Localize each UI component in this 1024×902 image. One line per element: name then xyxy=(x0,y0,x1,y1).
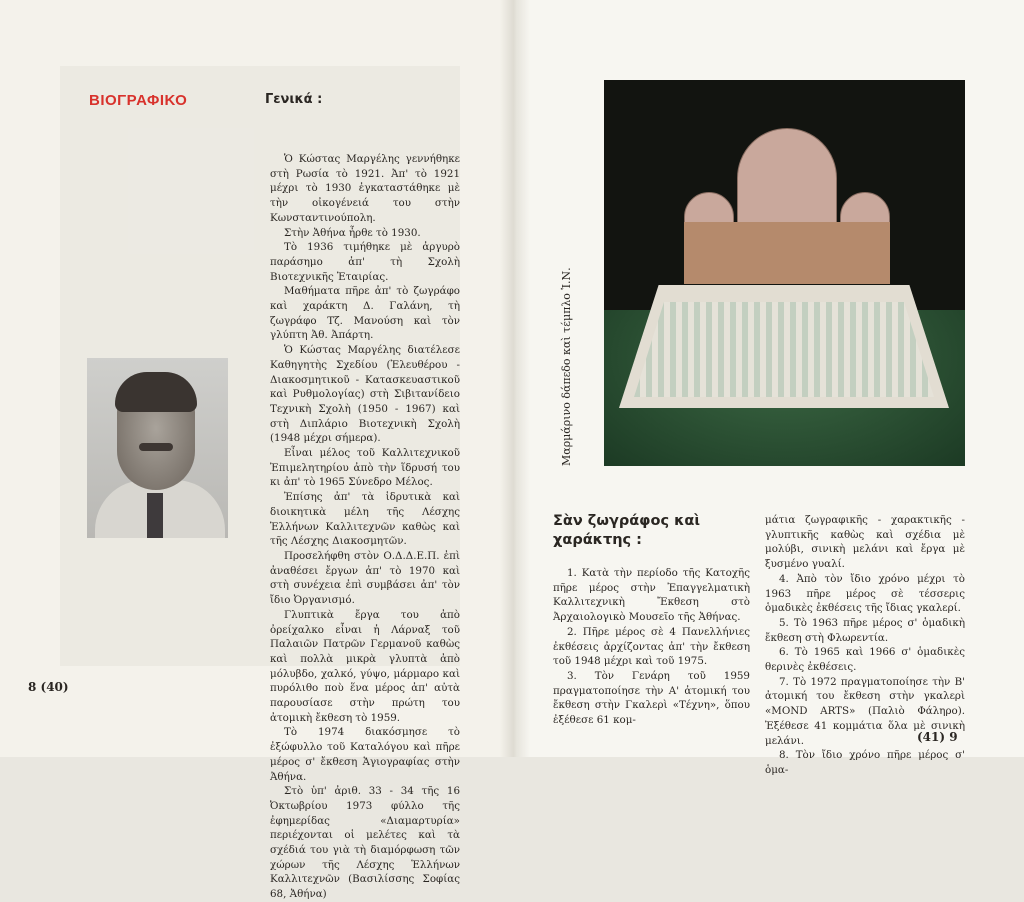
paragraph: Ὁ Κώστας Μαργέλης διατέλεσε Καθηγητὴς Σχεδίου (Ἐλευθέρου - Διακοσμητικοῦ - Κατασκευαστικοῦ καὶ Ρυθμολογίας) στὴ Σιβιτανίδειο Τεχνικὴ Σχολὴ (1950 - 1967) καὶ στὴ Διπλάριο Βιοτεχνικὴ Σχολὴ (1948 μέχρι σήμερα). xyxy=(270,344,460,445)
paragraph: Ἐπίσης ἀπ' τὰ ἱδρυτικὰ καὶ διοικητικὰ μέλη τῆς Λέσχης Ἑλλήνων Καλλιτεχνῶν καθὼς καὶ τῆς Λέσχης Διακοσμητῶν. xyxy=(270,491,460,548)
text-column-1 xyxy=(553,566,750,728)
marble-floor-photo xyxy=(604,80,965,466)
section-heading: Σὰν ζωγράφος καὶ χαράκτης : xyxy=(553,513,701,548)
list-item: 7. Τὸ 1972 πραγματοποίησε τὴν Β' ἀτομική του ἔκθεση στὴν γκαλερὶ «MOND ARTS» (Παλιὸ Φάληρο). Ἐξέθεσε 41 κομμάτια ὅλα μὲ σινικὴ μελάνι. xyxy=(765,675,965,747)
list-item: 4. Ἀπὸ τὸν ἴδιο χρόνο μέχρι τὸ 1963 πῆρε μέρος σὲ τέσσερις ὁμαδικὲς ἐκθέσεις τῆς ἴδιας γκαλερί. xyxy=(765,572,965,615)
list-item: 6. Τὸ 1965 καὶ 1966 σ' ὁμαδικὲς θερινὲς ἐκθέσεις. xyxy=(765,646,965,674)
list-item: 3. Τὸν Γενάρη τοῦ 1959 πραγματοποίησε τὴν Α' ἀτομική του ἔκθεση στὴν Γκαλερὶ «Τέχνη», ὅπου ἐξέθεσε 61 κομ- xyxy=(553,669,750,727)
page-number-right: (41) 9 xyxy=(917,730,958,744)
portrait-photo xyxy=(87,358,228,538)
paragraph: Στὴν Ἀθήνα ἦρθε τὸ 1930. xyxy=(284,226,421,239)
book-gutter xyxy=(500,0,530,757)
paragraph: Προσελήφθη στὸν Ο.Δ.Δ.Ε.Π. ἐπὶ ἀναθέσει ἔργων ἀπ' τὸ 1970 καὶ στὴ συνέχεια ἐπὶ συμβάσει ἀπ' τὸν ἴδιο Ὀργανισμό. xyxy=(270,549,460,607)
list-item: 2. Πῆρε μέρος σὲ 4 Πανελλήνιες ἐκθέσεις ἀρχίζοντας ἀπ' τὴν ἔκθεση τοῦ 1948 μέχρι καὶ τοῦ 1975. xyxy=(553,625,750,668)
photo-caption: Μαρμάρινο δάπεδο καὶ τέμπλο Ἱ.Ν. xyxy=(560,267,573,466)
subtitle: Γενικά : xyxy=(265,92,323,107)
page-number-left: 8 (40) xyxy=(28,680,69,694)
list-item: 5. Τὸ 1963 πῆρε μέρος σ' ὁμαδικὴ ἔκθεση στὴ Φλωρεντία. xyxy=(765,616,965,644)
biography-text xyxy=(270,152,460,902)
paragraph: Ὁ Κώστας Μαργέλης γεννήθηκε στὴ Ρωσία τὸ 1921. Ἀπ' τὸ 1921 μέχρι τὸ 1930 ἐγκαταστάθηκε μὲ τὴν οἰκογένειά του στὴν Κωνσταντινούπολη. xyxy=(270,153,460,224)
paragraph: Γλυπτικὰ ἔργα του ἀπὸ ὀρείχαλκο εἶναι ἡ Λάρναξ τοῦ Παλαιῶν Πατρῶν Γερμανοῦ καθὼς καὶ πολλὰ μικρὰ γλυπτὰ ἀπὸ μόλυβδο, χαλκό, γύψο, μάρμαρο καὶ πυρόλιθο ποὺ ἕνα μέρος ἀπ' αὐτὰ παρουσίασε στὴν πρώτη του ἀτομικὴ ἔκθεση τὸ 1959. xyxy=(270,608,460,724)
paragraph: Μαθήματα πῆρε ἀπ' τὸ ζωγράφο καὶ χαράκτη Δ. Γαλάνη, τὴ ζωγράφο Τζ. Μανούση καὶ τὸν γλύπτη Ἀθ. Ἀπάρτη. xyxy=(270,285,460,342)
paragraph: Τὸ 1936 τιμήθηκε μὲ ἀργυρὸ παράσημο ἀπ' τὴ Σχολὴ Βιοτεχνικῆς Ἑταιρίας. xyxy=(270,241,460,283)
section-title: ΒΙΟΓΡΑΦΙΚΟ xyxy=(89,92,188,109)
list-item: 8. Τὸν ἴδιο χρόνο πῆρε μέρος σ' ὁμα- xyxy=(765,749,965,776)
continued-text: μάτια ζωγραφικῆς - χαρακτικῆς - γλυπτικῆς καθὼς καὶ σχέδια μὲ μολύβι, σινικὴ μελάνι καὶ ἔργα μὲ ξυσμένο γυαλί. xyxy=(765,514,965,571)
list-item: 1. Κατὰ τὴν περίοδο τῆς Κατοχῆς πῆρε μέρος στὴν Ἐπαγγελματικὴ Καλλιτεχνικὴ Ἔκθεση στὸ Ἀρχαιολογικὸ Μουσεῖο τῆς Ἀθήνας. xyxy=(553,567,750,624)
paragraph: Στὸ ὑπ' ἀριθ. 33 - 34 τῆς 16 Ὀκτωβρίου 1973 φύλλο τῆς ἐφημερίδας «Διαμαρτυρία» περιέχονται οἱ μελέτες καὶ τὰ σχέδιά του γιὰ τὴ διαμόρφωση τῶν χώρων τῆς Λέσχης Ἑλλήνων Καλλιτεχνῶν (Βασιλίσσης Σοφίας 68, Ἀθήνα) xyxy=(270,785,460,901)
paragraph: Εἶναι μέλος τοῦ Καλλιτεχνικοῦ Ἐπιμελητηρίου ἀπὸ τὴν ἵδρυσή του κι ἀπ' τὸ 1965 Σύνεδρο Μέλος. xyxy=(270,447,460,489)
paragraph: Τὸ 1974 διακόσμησε τὸ ἐξώφυλλο τοῦ Καταλόγου καὶ πῆρε μέρος σ' ἔκθεση Ἁγιογραφίας στὴν Ἀθήνα. xyxy=(270,726,460,783)
